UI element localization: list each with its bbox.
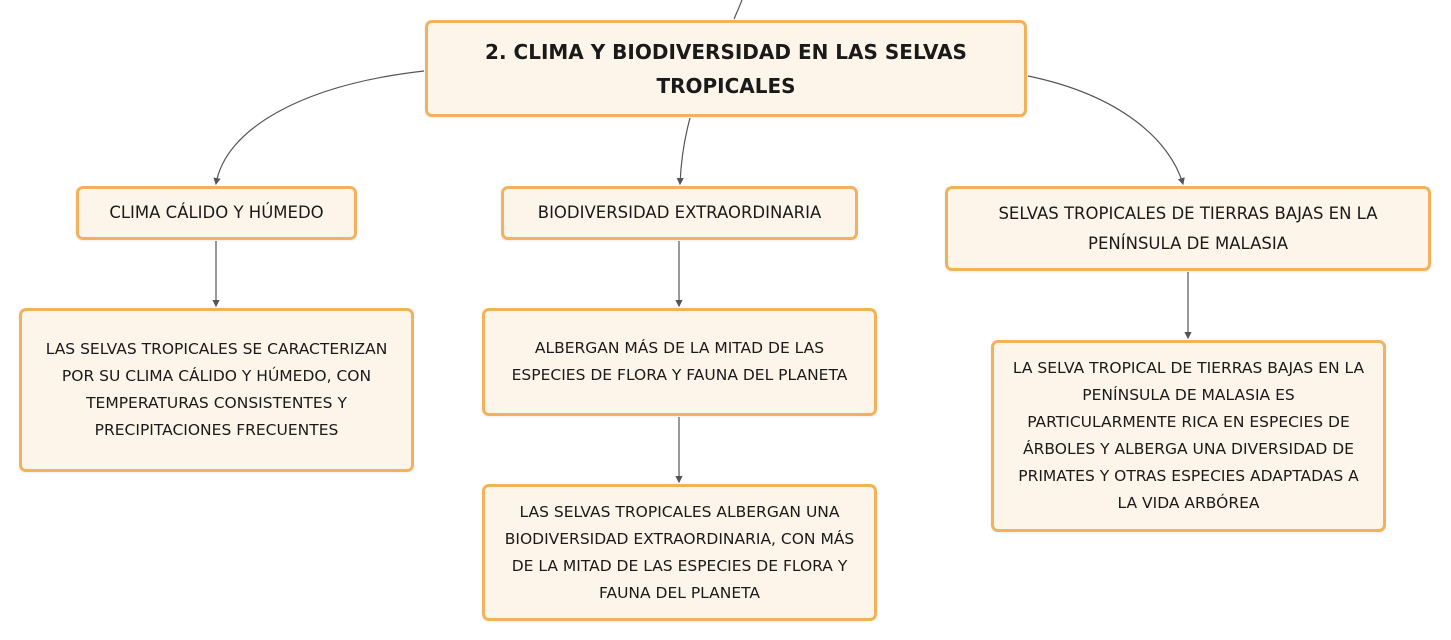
connector-root-to-selvas	[1028, 76, 1183, 184]
root-node[interactable]	[425, 20, 1027, 117]
detail-text-selvas-malasia: LA SELVA TROPICAL DE TIERRAS BAJAS EN LA PENÍNSULA DE MALASIA ES PARTICULARMENTE RICA EN ESPECIES DE ÁRBOLES Y ALBERGA UNA DIVERSIDAD DE PRIMATES Y OTRAS ESPECIES ADAPTADAS A LA VIDA ARBÓREA	[1012, 359, 1365, 512]
topic-label-clima: CLIMA CÁLIDO Y HÚMEDO	[109, 203, 324, 222]
connector-root-to-biodiversidad	[680, 118, 690, 184]
topic-node-clima[interactable]	[76, 186, 357, 240]
connector-from-parent	[734, 0, 742, 19]
root-title: 2. CLIMA Y BIODIVERSIDAD EN LAS SELVAS TROPICALES	[485, 39, 967, 98]
topic-node-selvas-malasia[interactable]	[945, 186, 1431, 271]
detail-text-clima: LAS SELVAS TROPICALES SE CARACTERIZAN POR SU CLIMA CÁLIDO Y HÚMEDO, CON TEMPERATURAS CONSISTENTES Y PRECIPITACIONES FRECUENTES	[45, 340, 388, 439]
detail-node-selvas-malasia[interactable]	[991, 340, 1386, 532]
topic-label-selvas-malasia: SELVAS TROPICALES DE TIERRAS BAJAS EN LA PENÍNSULA DE MALASIA	[998, 203, 1378, 253]
detail-text-biodiversidad-1: ALBERGAN MÁS DE LA MITAD DE LAS ESPECIES DE FLORA Y FAUNA DEL PLANETA	[511, 339, 848, 384]
detail-node-biodiversidad-1[interactable]	[482, 308, 877, 416]
detail-node-biodiversidad-2[interactable]	[482, 484, 877, 621]
detail-text-biodiversidad-2: LAS SELVAS TROPICALES ALBERGAN UNA BIODIVERSIDAD EXTRAORDINARIA, CON MÁS DE LA MITAD DE LAS ESPECIES DE FLORA Y FAUNA DEL PLANETA	[504, 502, 855, 602]
detail-node-clima[interactable]	[19, 308, 414, 472]
connector-root-to-clima	[216, 71, 424, 184]
topic-label-biodiversidad: BIODIVERSIDAD EXTRAORDINARIA	[537, 203, 822, 222]
topic-node-biodiversidad[interactable]	[501, 186, 858, 240]
